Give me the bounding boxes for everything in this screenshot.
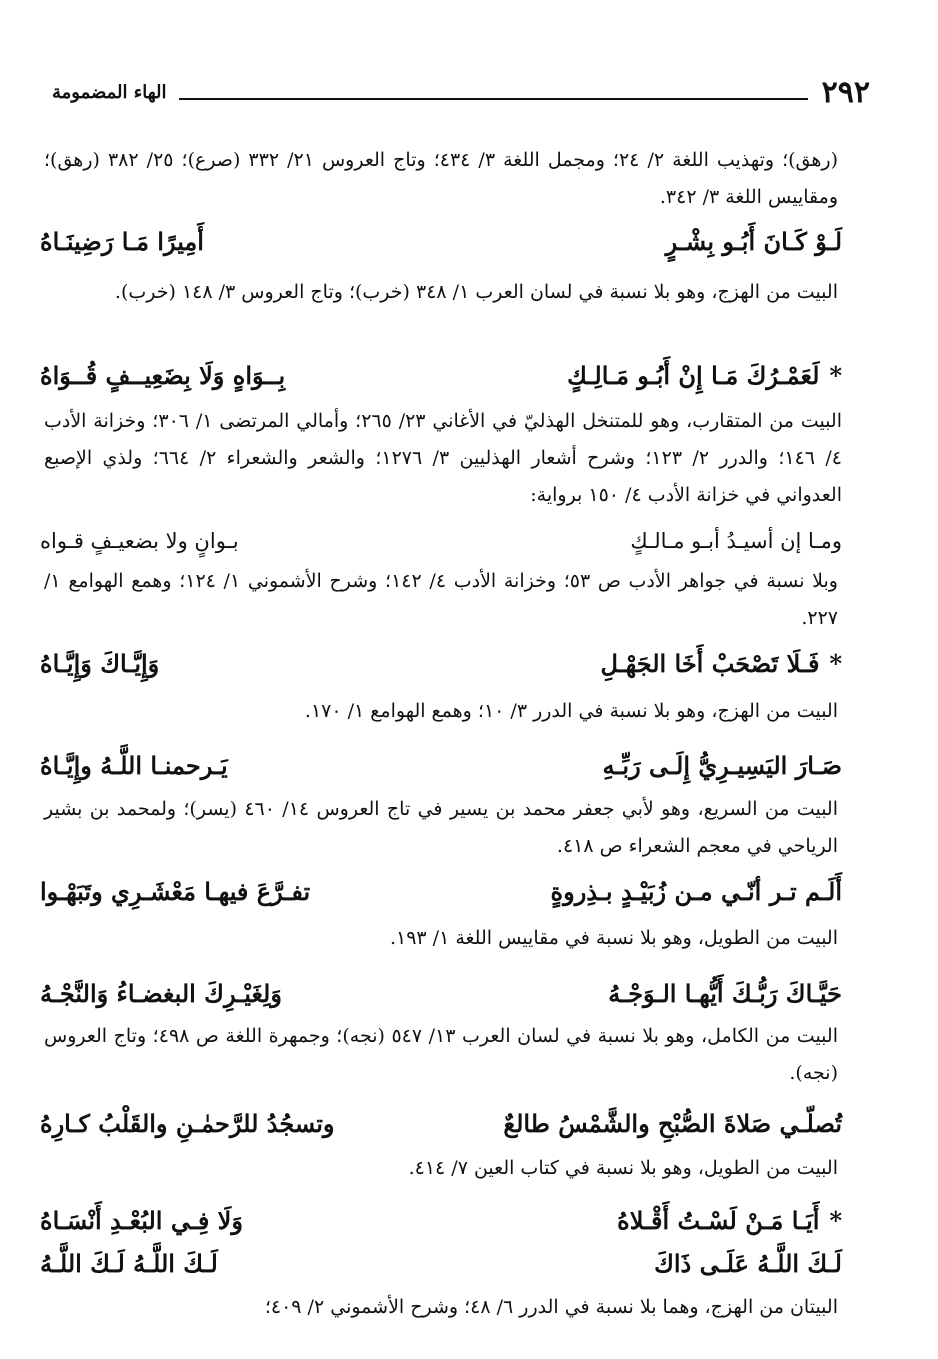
- verse-line: [40, 518, 842, 564]
- page-number: ٢٩٢: [821, 74, 870, 110]
- verse-line: [40, 1100, 842, 1146]
- verse-first-hemistich: ومـا إن أسيـدُ أبـو مـالـكٍ: [630, 529, 842, 553]
- verse-second-hemistich: بِــوَاهٍ وَلَا بِضَعِيــفٍ قُــوَاهُ: [40, 360, 286, 390]
- verse-line: [40, 1240, 842, 1286]
- verse-first-hemistich-group: [600, 649, 842, 678]
- verse-marker-star: *: [829, 648, 842, 678]
- footnote-paragraph: وبلا نسبة في جواهر الأدب ص ٥٣؛ وخزانة الأدب ٤/ ١٤٢؛ وشرح الأشموني ١/ ١٢٤؛ وهمع الهوامع ١/ ٢٢٧.: [44, 570, 838, 629]
- verse-first-hemistich: أَلَـم تـر أنّـي مـن زُبَيْـدٍ بـذِروةٍ: [550, 876, 842, 906]
- verse-second-hemistich: وَإِيَّـاكَ وَإِيَّـاهُ: [40, 648, 160, 678]
- verse-line: [40, 1197, 842, 1243]
- verse-first-hemistich: لَـوْ كَـانَ أَبُـو بِشْـرٍ: [665, 226, 842, 256]
- footnote-paragraph: البيت من السريع، وهو لأبي جعفر محمد بن يسير في تاج العروس ١٤/ ٤٦٠ (يسر)؛ ولمحمد بن بشير الرياحي في معجم الشعراء ص ٤١٨.: [44, 798, 838, 857]
- verse-second-hemistich: أَمِيرًا مَـا رَضِينَـاهُ: [40, 226, 204, 256]
- footnote-paragraph: البيت من المتقارب، وهو للمتنخل الهذليّ في الأغاني ٢٣/ ٢٦٥؛ وأمالي المرتضى ١/ ٣٠٦؛ وخزانة الأدب ٤/ ١٤٦؛ والدرر ٢/ ١٢٣؛ وشرح أشعار الهذليين ٣/ ١٢٧٦؛ والشعر والشعراء ٢/ ٦٦٤؛ ولذي الإصبع العدواني في خزانة الأدب ٤/ ١٥٠ برواية:: [44, 410, 843, 506]
- verse-second-hemistich: يَـرحمنـا اللَّـهُ وإِيَّـاهُ: [40, 750, 228, 780]
- running-header: [52, 72, 870, 112]
- footnote-paragraph: البيت من الطويل، وهو بلا نسبة في مقاييس اللغة ١/ ١٩٣.: [389, 927, 838, 949]
- verse-second-hemistich: وَلَا فِـي البُعْـدِ أَنْسَـاهُ: [40, 1205, 243, 1235]
- verse-first-hemistich: لَـكَ اللَّـهُ عَلَـى ذَاكَ: [654, 1248, 842, 1278]
- verse-second-hemistich: لَـكَ اللَّـهُ لَـكَ اللَّـهُ: [40, 1248, 218, 1278]
- verse-first-hemistich: أَيَـا مَـنْ لَسْـتُ أَقْـلاهُ: [617, 1205, 820, 1235]
- verse-marker-star: *: [829, 360, 842, 390]
- verse-first-hemistich: حَيَّـاكَ رَبُّـكَ أَيُّهـا الـوَجْـهُ: [608, 978, 842, 1008]
- verse-line: [40, 742, 842, 788]
- verse-line: [40, 868, 842, 914]
- verse-second-hemistich: وتسجُدُ للرَّحمٰـنِ والقَلْبُ كـارِهُ: [40, 1108, 335, 1138]
- verse-second-hemistich: بـوانٍ ولا بضعيـفٍ قـواه: [40, 529, 239, 553]
- verse-second-hemistich: تفـرَّعَ فيهـا مَعْشَـرِي وتَبَهْـوا: [40, 876, 311, 906]
- verse-marker-star: *: [829, 1205, 842, 1235]
- verse-first-hemistich-group: [617, 1206, 842, 1235]
- verse-first-hemistich: فَـلَا تَصْحَبْ أَخَا الجَهْـلِ: [600, 648, 820, 678]
- verse-line: [40, 640, 842, 686]
- verse-first-hemistich: تُصلّـي صَلاةَ الصُّبْحِ والشَّمْسُ طالعٌ: [503, 1108, 842, 1138]
- verse-second-hemistich: وَلِغَيْـرِكَ البغضـاءُ وَالنَّجْـهُ: [40, 978, 282, 1008]
- verse-first-hemistich: صَـارَ اليَسِيـرِيُّ إِلَـى رَبِّـهِ: [602, 750, 842, 780]
- verse-line: [40, 970, 842, 1016]
- verse-line: [40, 218, 842, 264]
- footnote-paragraph: البيت من الهزج، وهو بلا نسبة في الدرر ٣/ ١٠؛ وهمع الهوامع ١/ ١٧٠.: [304, 700, 838, 722]
- footnote-paragraph: البيتان من الهزج، وهما بلا نسبة في الدرر ٦/ ٤٨؛ وشرح الأشموني ٢/ ٤٠٩؛: [264, 1296, 838, 1318]
- verse-line: [40, 352, 842, 398]
- footnote-paragraph: (رهق)؛ وتهذيب اللغة ٢/ ٢٤؛ ومجمل اللغة ٣/ ٤٣٤؛ وتاج العروس ٢١/ ٣٣٢ (صرع)؛ ٢٥/ ٣٨٢ (رهق)؛ ومقاييس اللغة ٣/ ٣٤٢.: [44, 149, 838, 208]
- verse-first-hemistich-group: [567, 361, 842, 390]
- footnote-paragraph: البيت من الطويل، وهو بلا نسبة في كتاب العين ٧/ ٤١٤.: [408, 1157, 838, 1179]
- verse-first-hemistich: لَعَمْـرُكَ مَـا إِنْ أَبُـو مَـالِـكٍ: [567, 360, 820, 390]
- footnote-paragraph: البيت من الهزج، وهو بلا نسبة في لسان العرب ١/ ٣٤٨ (خرب)؛ وتاج العروس ٣/ ١٤٨ (خرب).: [114, 281, 838, 303]
- header-rule: [179, 98, 808, 100]
- footnote-paragraph: البيت من الكامل، وهو بلا نسبة في لسان العرب ١٣/ ٥٤٧ (نجه)؛ وجمهرة اللغة ص ٤٩٨؛ وتاج العروس (نجه).: [44, 1025, 838, 1084]
- running-title: الهاء المضمومة: [52, 81, 167, 103]
